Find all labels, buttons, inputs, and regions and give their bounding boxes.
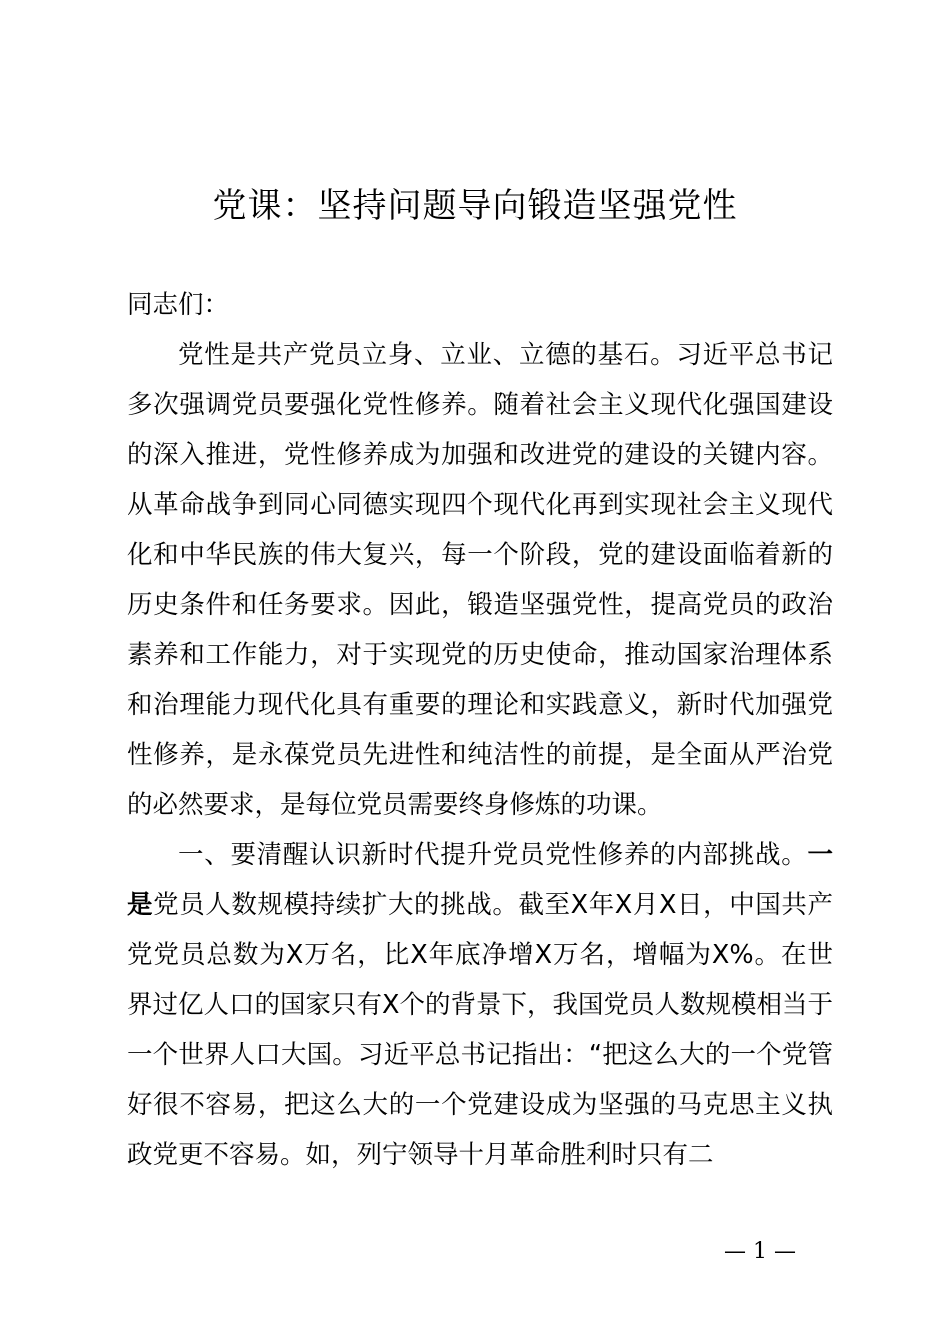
document-title: 党课：坚持问题导向锻造坚强党性 (212, 186, 738, 226)
document-body (127, 280, 833, 1180)
section-heading: 一、要清醒认识新时代提升党员党性修养的内部挑战。 (178, 840, 808, 870)
page-number: — 1 — (724, 1239, 796, 1264)
paragraph-introduction: 党性是共产党员立身、立业、立德的基石。习近平总书记多次强调党员要强化党性修养。随着社会主义现代化强国建设的深入推进，党性修养成为加强和改进党的建设的关键内容。从革命战争到同心同德实现四个现代化再到实现社会主义现代化和中华民族的伟大复兴，每一个阶段，党的建设面临着新的历史条件和任务要求。因此，锻造坚强党性，提高党员的政治素养和工作能力，对于实现党的历史使命，推动国家治理体系和治理能力现代化具有重要的理论和实践意义，新时代加强党性修养，是永葆党员先进性和纯洁性的前提，是全面从严治党的必然要求，是每位党员需要终身修炼的功课。 (127, 340, 833, 820)
salutation: 同志们： (127, 290, 230, 320)
point-marker: 一是 (127, 840, 833, 920)
paragraph-section-one (127, 830, 833, 1180)
section-body-text: 党员人数规模持续扩大的挑战。截至X年X月X日，中国共产党党员总数为X万名，比X年底净增X万名，增幅为X%。在世界过亿人口的国家只有X个的背景下，我国党员人数规模相当于一个世界人口大国。习近平总书记指出：“把这么大的一个党管好很不容易，把这么大的一个党建设成为坚强的马克思主义执政党更不容易。如，列宁领导十月革命胜利时只有二 (127, 890, 833, 1170)
